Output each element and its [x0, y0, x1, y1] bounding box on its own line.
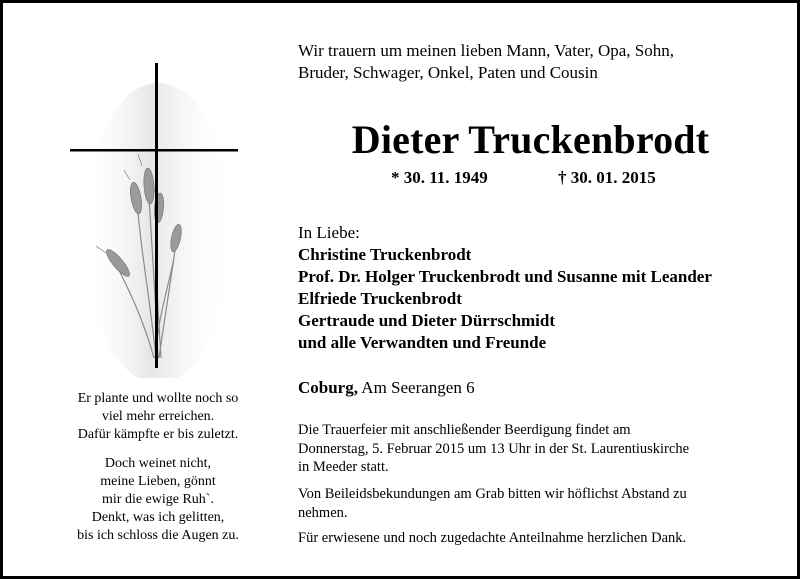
- intro-line: Bruder, Schwager, Onkel, Paten und Cousin: [298, 63, 598, 82]
- notice-line: Die Trauerfeier mit anschließender Beerdigung findet am: [298, 422, 631, 438]
- poem-line: Er plante und wollte noch so: [77, 391, 239, 406]
- condolences-notice: [298, 485, 773, 522]
- deceased-name: Dieter Truckenbrodt: [351, 117, 710, 162]
- poem-verse-1: [43, 390, 273, 444]
- intro-text: [298, 40, 778, 84]
- intro-line: Wir trauern um meinen lieben Mann, Vater, Opa, Sohn,: [298, 41, 675, 60]
- funeral-notice: [298, 421, 773, 477]
- poem-line: Dafür kämpfte er bis zuletzt.: [77, 427, 239, 442]
- poem-line: mir die ewige Ruh`.: [102, 492, 214, 507]
- cross-with-wheat-icon: [58, 58, 258, 378]
- mourners-list: [298, 222, 778, 354]
- mourner-name: und alle Verwandten und Freunde: [298, 333, 547, 352]
- poem-line: bis ich schloss die Augen zu.: [77, 528, 239, 543]
- mourner-name: Gertraude und Dieter Dürrschmidt: [298, 311, 556, 330]
- thanks-notice: [298, 529, 773, 548]
- address: [298, 377, 475, 399]
- death-date: † 30. 01. 2015: [558, 168, 656, 187]
- poem-verse-2: [43, 455, 273, 545]
- mourner-name: Christine Truckenbrodt: [298, 245, 472, 264]
- mourner-name: Elfriede Truckenbrodt: [298, 289, 462, 308]
- address-street: Am Seerangen 6: [361, 378, 475, 397]
- notice-line: Von Beileidsbekundungen am Grab bitten wir höflichst Abstand zu: [298, 486, 687, 502]
- notice-line: Für erwiesene und noch zugedachte Anteilnahme herzlichen Dank.: [298, 530, 687, 546]
- address-city: Coburg,: [298, 378, 358, 397]
- poem-line: Doch weinet nicht,: [104, 456, 212, 471]
- poem-line: viel mehr erreichen.: [101, 409, 215, 424]
- poem-line: Denkt, was ich gelitten,: [91, 510, 225, 525]
- poem-line: meine Lieben, gönnt: [100, 474, 216, 489]
- mourner-name: Prof. Dr. Holger Truckenbrodt und Susanne mit Leander: [298, 267, 712, 286]
- mourners-heading: In Liebe:: [298, 223, 360, 242]
- notice-line: Donnerstag, 5. Februar 2015 um 13 Uhr in der St. Laurentiuskirche: [298, 440, 690, 457]
- birth-date: * 30. 11. 1949: [391, 168, 488, 187]
- notice-line: nehmen.: [298, 504, 348, 521]
- notice-line: in Meeder statt.: [298, 459, 389, 475]
